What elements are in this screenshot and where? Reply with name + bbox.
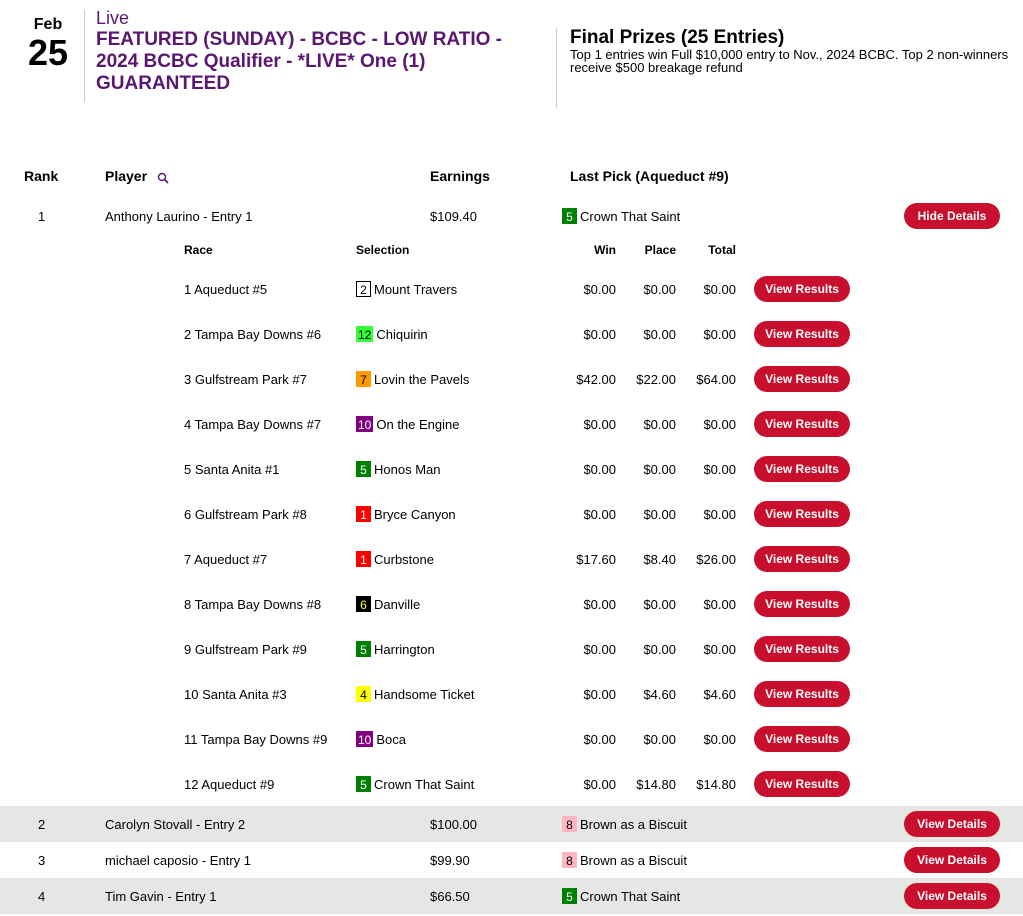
saddle-cloth-badge: 8 bbox=[562, 816, 577, 832]
saddle-cloth-badge: 5 bbox=[356, 776, 371, 792]
race-win-amount: $0.00 bbox=[583, 776, 616, 792]
last-pick-horse: Brown as a Biscuit bbox=[580, 852, 687, 868]
event-status: Live bbox=[96, 8, 130, 28]
hide-details-button[interactable]: Hide Details bbox=[904, 203, 1000, 229]
saddle-cloth-badge: 1 bbox=[356, 551, 371, 567]
search-icon[interactable] bbox=[157, 171, 169, 183]
race-result-row bbox=[0, 544, 1023, 574]
player-earnings: $99.90 bbox=[430, 852, 470, 868]
race-total-amount: $0.00 bbox=[703, 641, 736, 657]
saddle-cloth-badge: 12 bbox=[358, 328, 372, 342]
race-win-amount: $0.00 bbox=[583, 281, 616, 297]
selection bbox=[356, 499, 456, 529]
race-total-amount: $0.00 bbox=[703, 461, 736, 477]
race-total-amount: $0.00 bbox=[703, 326, 736, 342]
race-win-amount: $0.00 bbox=[583, 326, 616, 342]
selection bbox=[356, 319, 428, 349]
player-row bbox=[0, 198, 1023, 234]
race-total-amount: $0.00 bbox=[703, 596, 736, 612]
saddle-cloth-badge: 5 bbox=[356, 461, 371, 477]
race-result-row bbox=[0, 634, 1023, 664]
prizes-text: Top 1 entries win Full $10,000 entry to Nov., 2024 BCBC. Top 2 non-winners receive $500 breakage refund bbox=[570, 47, 1009, 75]
view-results-button[interactable]: View Results bbox=[754, 636, 850, 662]
player-name: michael caposio - Entry 1 bbox=[105, 852, 251, 868]
race-total-amount: $14.80 bbox=[696, 776, 736, 792]
race-place-amount: $0.00 bbox=[643, 461, 676, 477]
race-result-row bbox=[0, 454, 1023, 484]
details-header-win: Win bbox=[594, 243, 616, 257]
saddle-cloth-badge: 1 bbox=[356, 506, 371, 522]
saddle-cloth-badge: 5 bbox=[562, 888, 577, 904]
race-win-amount: $0.00 bbox=[583, 641, 616, 657]
race-result-row bbox=[0, 589, 1023, 619]
race-total-amount: $26.00 bbox=[696, 551, 736, 567]
race-place-amount: $0.00 bbox=[643, 641, 676, 657]
saddle-cloth-badge: 4 bbox=[356, 686, 371, 702]
race-result-row bbox=[0, 679, 1023, 709]
race-name: 9 Gulfstream Park #9 bbox=[184, 641, 307, 657]
selection bbox=[356, 409, 459, 439]
race-win-amount: $0.00 bbox=[583, 596, 616, 612]
selection-horse: Mount Travers bbox=[374, 281, 458, 297]
race-place-amount: $0.00 bbox=[643, 506, 676, 522]
race-name: 10 Santa Anita #3 bbox=[184, 686, 287, 702]
prizes-title: Final Prizes (25 Entries) bbox=[570, 27, 785, 48]
player-rank: 4 bbox=[38, 888, 46, 904]
race-total-amount: $0.00 bbox=[703, 281, 736, 297]
race-place-amount: $0.00 bbox=[643, 596, 676, 612]
saddle-cloth-badge: 5 bbox=[356, 641, 371, 657]
race-result-row bbox=[0, 499, 1023, 529]
race-result-row bbox=[0, 769, 1023, 799]
player-row bbox=[0, 806, 1023, 842]
race-total-amount: $0.00 bbox=[703, 506, 736, 522]
saddle-cloth-badge: 10 bbox=[358, 418, 372, 432]
race-win-amount: $42.00 bbox=[576, 371, 616, 387]
race-win-amount: $17.60 bbox=[576, 551, 616, 567]
view-results-button[interactable]: View Results bbox=[754, 456, 850, 482]
race-place-amount: $14.80 bbox=[636, 776, 676, 792]
saddle-cloth-badge: 10 bbox=[358, 733, 372, 747]
event-day: 25 bbox=[27, 32, 69, 73]
view-results-button[interactable]: View Results bbox=[754, 276, 850, 302]
race-result-row bbox=[0, 724, 1023, 754]
race-place-amount: $4.60 bbox=[643, 686, 676, 702]
selection bbox=[356, 679, 474, 709]
selection-horse: Bryce Canyon bbox=[374, 506, 456, 522]
race-win-amount: $0.00 bbox=[583, 731, 616, 747]
details-header-race: Race bbox=[184, 243, 213, 257]
selection-horse: Danville bbox=[374, 596, 421, 612]
race-name: 5 Santa Anita #1 bbox=[184, 461, 280, 477]
event-month: Feb bbox=[33, 16, 63, 33]
race-win-amount: $0.00 bbox=[583, 461, 616, 477]
view-results-button[interactable]: View Results bbox=[754, 411, 850, 437]
player-earnings: $100.00 bbox=[430, 816, 477, 832]
saddle-cloth-badge: 7 bbox=[356, 371, 371, 387]
player-name: Anthony Laurino - Entry 1 bbox=[105, 208, 253, 224]
last-pick bbox=[562, 198, 680, 234]
saddle-cloth-badge: 2 bbox=[356, 281, 371, 297]
selection bbox=[356, 274, 457, 304]
player-earnings: $66.50 bbox=[430, 888, 470, 904]
prizes-block bbox=[570, 28, 1020, 74]
race-result-row bbox=[0, 409, 1023, 439]
column-header-last-pick: Last Pick (Aqueduct #9) bbox=[570, 168, 729, 184]
view-results-button[interactable]: View Results bbox=[754, 321, 850, 347]
view-results-button[interactable]: View Results bbox=[754, 366, 850, 392]
selection bbox=[356, 589, 420, 619]
race-total-amount: $64.00 bbox=[696, 371, 736, 387]
race-name: 6 Gulfstream Park #8 bbox=[184, 506, 307, 522]
selection bbox=[356, 364, 469, 394]
event-header bbox=[0, 0, 1023, 110]
race-name: 11 Tampa Bay Downs #9 bbox=[184, 731, 328, 747]
view-details-button[interactable]: View Details bbox=[904, 811, 1000, 837]
race-place-amount: $0.00 bbox=[643, 416, 676, 432]
last-pick bbox=[562, 842, 687, 878]
player-row bbox=[0, 842, 1023, 878]
column-header-earnings: Earnings bbox=[430, 168, 490, 184]
selection bbox=[356, 724, 406, 754]
details-header-place: Place bbox=[644, 243, 676, 257]
view-details-button[interactable]: View Details bbox=[904, 847, 1000, 873]
player-row bbox=[0, 878, 1023, 914]
column-header-player-label: Player bbox=[105, 168, 148, 184]
selection-horse: Harrington bbox=[374, 641, 435, 657]
race-result-row bbox=[0, 364, 1023, 394]
race-place-amount: $8.40 bbox=[643, 551, 676, 567]
race-name: 1 Aqueduct #5 bbox=[184, 281, 268, 297]
race-name: 2 Tampa Bay Downs #6 bbox=[184, 326, 322, 342]
race-result-row bbox=[0, 319, 1023, 349]
selection bbox=[356, 634, 435, 664]
race-place-amount: $0.00 bbox=[643, 281, 676, 297]
saddle-cloth-badge: 6 bbox=[356, 596, 371, 612]
selection-horse: Curbstone bbox=[374, 551, 434, 567]
selection bbox=[356, 544, 434, 574]
race-place-amount: $0.00 bbox=[643, 326, 676, 342]
view-results-button[interactable]: View Results bbox=[754, 771, 850, 797]
view-results-button[interactable]: View Results bbox=[754, 546, 850, 572]
race-total-amount: $0.00 bbox=[703, 731, 736, 747]
last-pick-horse: Crown That Saint bbox=[580, 888, 681, 904]
view-results-button[interactable]: View Results bbox=[754, 591, 850, 617]
race-total-amount: $0.00 bbox=[703, 416, 736, 432]
race-place-amount: $0.00 bbox=[643, 731, 676, 747]
race-result-row bbox=[0, 274, 1023, 304]
race-name: 8 Tampa Bay Downs #8 bbox=[184, 596, 322, 612]
race-name: 4 Tampa Bay Downs #7 bbox=[184, 416, 322, 432]
view-details-button[interactable]: View Details bbox=[904, 883, 1000, 909]
selection-horse: Handsome Ticket bbox=[374, 686, 475, 702]
player-earnings: $109.40 bbox=[430, 208, 477, 224]
race-name: 3 Gulfstream Park #7 bbox=[184, 371, 307, 387]
event-title: FEATURED (SUNDAY) - BCBC - LOW RATIO - 2024 BCBC Qualifier - *LIVE* One (1) GUARANTEED bbox=[96, 29, 503, 94]
selection-horse: Crown That Saint bbox=[374, 776, 475, 792]
race-name: 7 Aqueduct #7 bbox=[184, 551, 268, 567]
race-name: 12 Aqueduct #9 bbox=[184, 776, 275, 792]
selection-horse: Chiquirin bbox=[376, 326, 428, 342]
last-pick-horse: Brown as a Biscuit bbox=[580, 816, 687, 832]
player-rank: 3 bbox=[38, 852, 46, 868]
selection-horse: Lovin the Pavels bbox=[374, 371, 470, 387]
last-pick-horse: Crown That Saint bbox=[580, 208, 681, 224]
selection bbox=[356, 769, 474, 799]
race-total-amount: $4.60 bbox=[703, 686, 736, 702]
view-results-button[interactable]: View Results bbox=[754, 501, 850, 527]
column-header-rank: Rank bbox=[24, 168, 59, 184]
divider bbox=[84, 10, 85, 102]
last-pick bbox=[562, 878, 680, 914]
details-header-total: Total bbox=[708, 243, 736, 257]
player-rank: 1 bbox=[38, 208, 46, 224]
selection bbox=[356, 454, 440, 484]
divider bbox=[556, 28, 557, 108]
view-results-button[interactable]: View Results bbox=[754, 681, 850, 707]
race-win-amount: $0.00 bbox=[583, 506, 616, 522]
last-pick bbox=[562, 806, 687, 842]
view-results-button[interactable]: View Results bbox=[754, 726, 850, 752]
event-title-block bbox=[96, 8, 536, 95]
selection-horse: On the Engine bbox=[376, 416, 460, 432]
selection-horse: Honos Man bbox=[374, 461, 441, 477]
race-place-amount: $22.00 bbox=[636, 371, 676, 387]
saddle-cloth-badge: 5 bbox=[562, 208, 577, 224]
selection-horse: Boca bbox=[376, 731, 406, 747]
event-date bbox=[18, 16, 78, 72]
player-name: Tim Gavin - Entry 1 bbox=[105, 888, 217, 904]
player-rank: 2 bbox=[38, 816, 46, 832]
race-win-amount: $0.00 bbox=[583, 416, 616, 432]
race-win-amount: $0.00 bbox=[583, 686, 616, 702]
column-header-player bbox=[105, 168, 169, 184]
saddle-cloth-badge: 8 bbox=[562, 852, 577, 868]
player-name: Carolyn Stovall - Entry 2 bbox=[105, 816, 246, 832]
details-header-selection: Selection bbox=[356, 243, 410, 257]
